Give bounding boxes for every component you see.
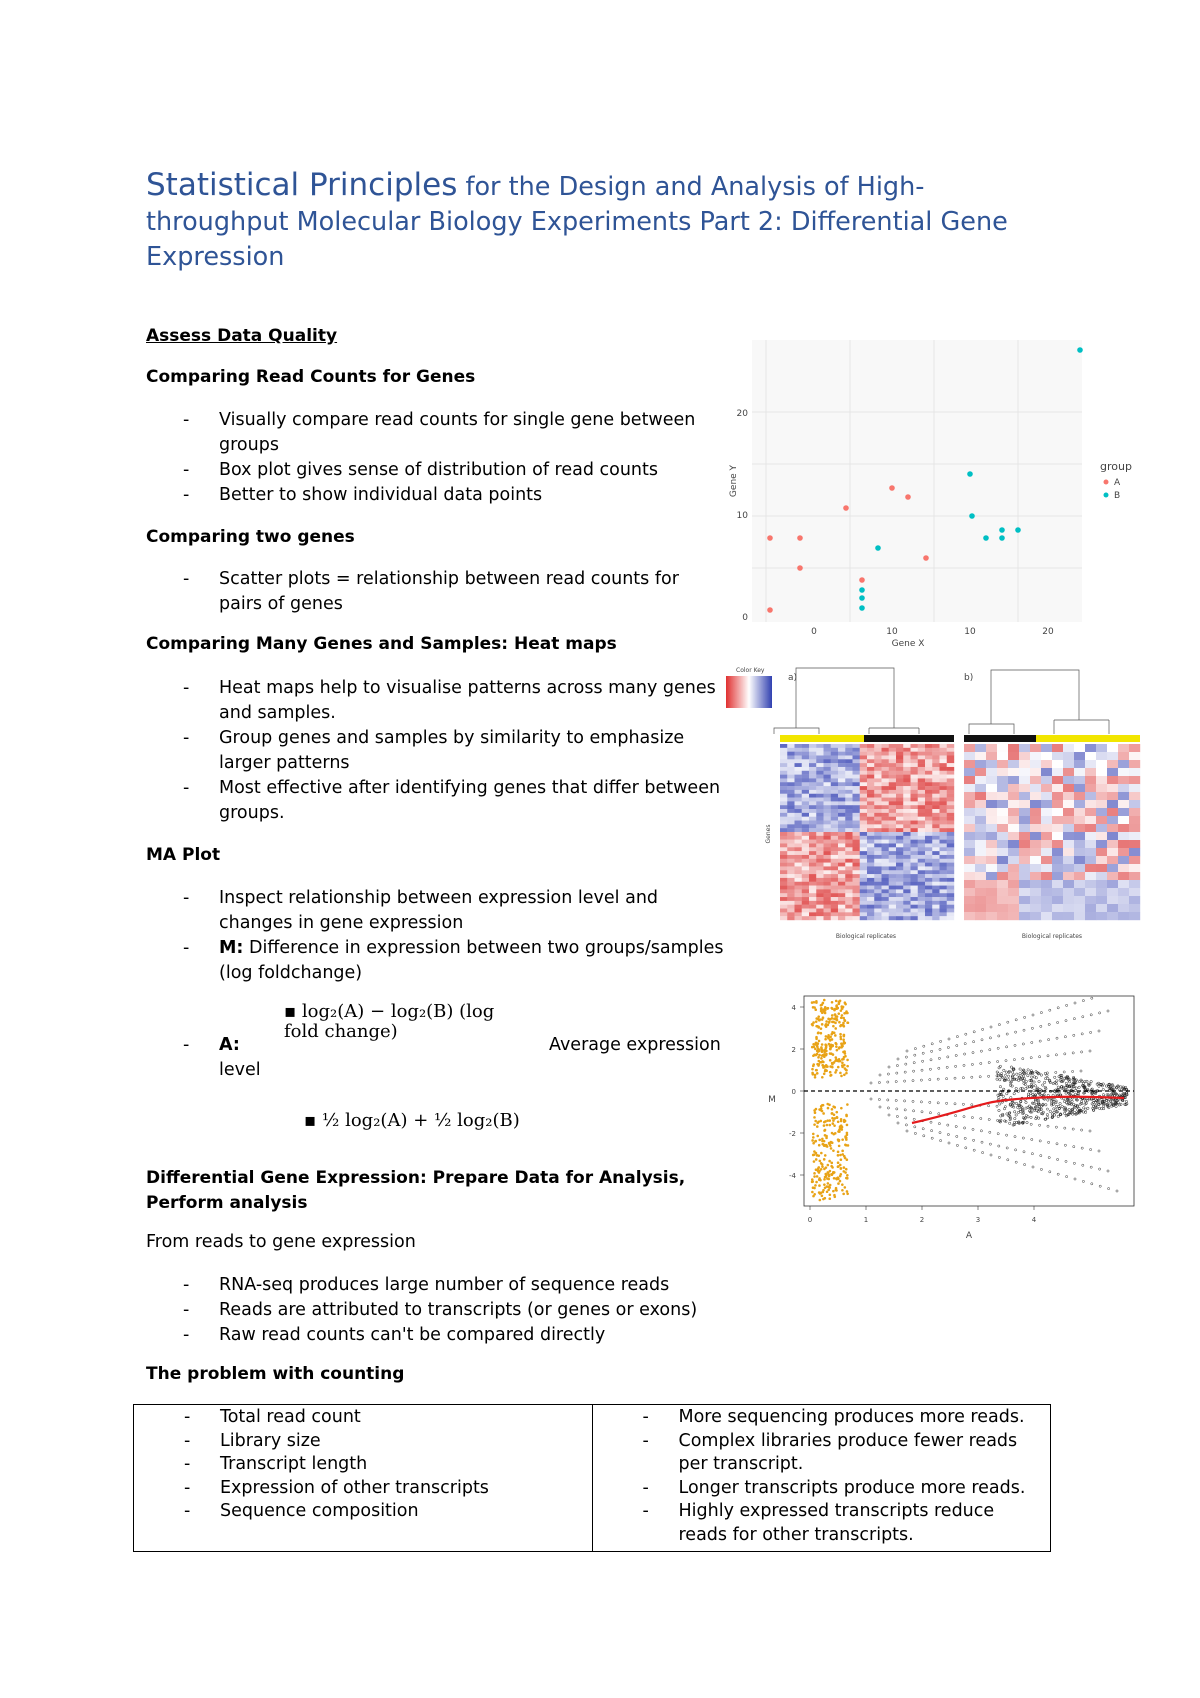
heatmap-y-label: Genes	[765, 824, 772, 844]
list-item: - More sequencing produces more reads.	[593, 1406, 1051, 1430]
scatter-point-a	[843, 505, 849, 511]
page-title	[146, 168, 1046, 275]
heading-heatmaps: Comparing Many Genes and Samples: Heat maps	[146, 634, 617, 654]
panel-a-label: a)	[788, 673, 798, 683]
scatter-point-b	[875, 545, 881, 551]
list-item: - Better to show individual data points	[146, 483, 724, 508]
section-heading-assess: Assess Data Quality	[146, 326, 338, 346]
list-item: - Sequence composition	[134, 1500, 592, 1524]
list-item: - Total read count	[134, 1406, 592, 1430]
scatter-point-a	[797, 535, 803, 541]
list-item: - Transcript length	[134, 1453, 592, 1477]
title-part2: for the Design and Analysis of High-throughput Molecular Biology Experiments Part 2: Differential Gene Expression	[146, 172, 1008, 272]
list-dge	[146, 1273, 724, 1348]
legend-swatch-b	[1104, 493, 1109, 498]
heatmap-panel-a	[780, 744, 954, 920]
table-cell-effects	[592, 1405, 1051, 1552]
legend-label-b: B	[1114, 491, 1121, 501]
ma-y-tick: 0	[791, 1088, 796, 1096]
scatter-point-a	[797, 565, 803, 571]
scatter-plot-figure	[722, 336, 1142, 652]
scatter-point-b	[859, 605, 865, 611]
ma-x-label: A	[965, 1231, 973, 1241]
color-key-label: Color Key	[736, 667, 765, 674]
scatter-point-a	[767, 535, 773, 541]
panel-b-label: b)	[964, 673, 974, 683]
heading-read-counts: Comparing Read Counts for Genes	[146, 367, 476, 387]
list-item: - Scatter plots = relationship between read counts for pairs of genes	[146, 567, 724, 617]
ma-x-tick: 3	[975, 1216, 981, 1224]
list-item: - Reads are attributed to transcripts (or genes or exons)	[146, 1298, 724, 1323]
heading-two-genes: Comparing two genes	[146, 527, 355, 547]
ma-y-tick: 2	[791, 1046, 796, 1054]
scatter-point-b	[1015, 527, 1021, 533]
scatter-point-b	[999, 535, 1005, 541]
list-item: - Longer transcripts produce more reads.	[593, 1477, 1051, 1501]
ma-y-tick: -2	[789, 1130, 796, 1138]
list-item: - RNA-seq produces large number of sequence reads	[146, 1273, 724, 1298]
list-item: - Visually compare read counts for single gene between groups	[146, 408, 724, 458]
ma-x-tick: 4	[1031, 1216, 1037, 1224]
list-item: - Heat maps help to visualise patterns across many genes and samples.	[146, 676, 724, 726]
dendrogram	[774, 668, 1109, 734]
scatter-y-label: Gene Y	[729, 464, 739, 498]
table-cell-factors	[134, 1405, 593, 1552]
formula-a: ▪ ½ log₂(A) + ½ log₂(B)	[304, 1110, 520, 1131]
list-item: - Highly expressed transcripts reduce reads for other transcripts.	[593, 1500, 1051, 1547]
list-read-counts	[146, 408, 724, 508]
ma-x-tick: 0	[807, 1216, 813, 1224]
list-item: - Most effective after identifying genes that differ between groups.	[146, 776, 724, 826]
legend-swatch-a	[1104, 480, 1109, 485]
scatter-point-a	[905, 494, 911, 500]
list-item: - Expression of other transcripts	[134, 1477, 592, 1501]
scatter-point-a	[923, 555, 929, 561]
heatmap-x-label-a: Biological replicates	[835, 933, 897, 940]
ma-y-label: M	[768, 1095, 776, 1105]
heading-dge: Differential Gene Expression: Prepare Data for Analysis, Perform analysis	[146, 1168, 686, 1213]
scatter-point-b	[999, 527, 1005, 533]
heading-ma-plot: MA Plot	[146, 845, 221, 865]
list-item: - Box plot gives sense of distribution of read counts	[146, 458, 724, 483]
scatter-y-tick: 10	[736, 511, 748, 521]
list-item	[146, 936, 724, 986]
scatter-x-tick: 0	[811, 627, 817, 637]
a-text: Average expression	[549, 1035, 721, 1055]
dge-subtitle: From reads to gene expression	[146, 1232, 416, 1252]
list-two-genes	[146, 567, 724, 617]
scatter-x-tick: 10	[964, 627, 976, 637]
heatmap-figure	[724, 664, 1144, 944]
list-item: - Group genes and samples by similarity to emphasize larger patterns	[146, 726, 724, 776]
list-ma	[146, 886, 724, 986]
scatter-point-b	[859, 595, 865, 601]
ma-y-tick: -4	[789, 1172, 796, 1180]
formula-m: ▪ log₂(A) − log₂(B) (log fold change)	[284, 1001, 495, 1042]
legend-label-a: A	[1114, 478, 1121, 488]
m-text: Difference in expression between two groups/samples (log foldchange)	[219, 938, 724, 983]
document-page: Statistical Principles for the Design and Analysis of High-throughput Molecular Biology Experiments Part 2: Differential Gene Expression Assess Data Quality Comparing Read Counts for Genes - Visually compare read counts for single gene between groups - Box plot gives sense of distribution of read counts - Better to show individual data points Comparing two genes - Scatter plots = relationship between read counts for pairs of genes Comparing Many Genes and Samples: Heat maps - Heat maps help to visualise patterns across many genes and samples. - Group genes and samples by similarity to emphasize larger patterns - Most effective after identifying genes that differ between groups. MA Plot - Inspect relationship between expression level and changes in gene expression - M: Difference in expression between two groups/samples (log foldchange) ▪ log₂(A) − log₂(B) (log fold change) - A: Average expression level ▪ ½ log₂(A) + ½ log₂(B) Differential Gene Expression: Prepare Data for Analysis, Perform analysis From reads to gene expression - RNA-seq produces large number of sequence reads - Reads are attributed to transcripts (or genes or exons) - Raw read counts can't be compared directly The problem with counting - Total read count - Library size - Transcript length - Expression of other transcripts - Sequence composition - More sequencing produces more reads. - Complex libraries produce fewer reads per transcript. - Longer transcripts produce more reads. - Highly expressed transcripts reduce reads for other transcripts. Gene X Gene Y 0 10 10 20 0 10 20 group A B Color Key a) b) Genes Biological replicates Biological replicates 0 1 2 3 4 4 2 0 -2 -4 A M	[0, 0, 1200, 1698]
a-text-level: level	[219, 1060, 261, 1080]
scatter-x-tick: 10	[886, 627, 898, 637]
list-item: - Raw read counts can't be compared directly	[146, 1323, 724, 1348]
scatter-point-b	[983, 535, 989, 541]
scatter-point-b	[969, 513, 975, 519]
scatter-point-a	[859, 577, 865, 583]
scatter-x-label: Gene X	[891, 639, 925, 649]
scatter-point-a	[889, 485, 895, 491]
ma-x-tick: 1	[863, 1216, 869, 1224]
scatter-point-b	[1077, 347, 1083, 353]
scatter-point-b	[967, 471, 973, 477]
heading-counting: The problem with counting	[146, 1364, 405, 1384]
color-key	[726, 676, 772, 708]
ma-y-tick: 4	[791, 1004, 796, 1012]
scatter-x-tick: 20	[1042, 627, 1054, 637]
scatter-y-tick: 0	[742, 613, 748, 623]
scatter-legend-title: group	[1100, 460, 1132, 473]
counting-problems-table	[133, 1404, 1051, 1552]
heatmap-x-label-b: Biological replicates	[1021, 933, 1083, 940]
scatter-point-b	[859, 587, 865, 593]
a-label: A:	[219, 1035, 240, 1055]
title-part1: Statistical Principles	[146, 167, 458, 203]
scatter-point-a	[767, 607, 773, 613]
heatmap-panel-b	[964, 744, 1140, 920]
ma-plot-figure	[762, 992, 1142, 1246]
list-item: - Complex libraries produce fewer reads per transcript.	[593, 1430, 1051, 1477]
ma-x-tick: 2	[919, 1216, 925, 1224]
list-item: - Inspect relationship between expression level and changes in gene expression	[146, 886, 724, 936]
list-heatmaps	[146, 676, 724, 826]
m-label: M:	[219, 938, 244, 958]
list-item: - Library size	[134, 1430, 592, 1454]
scatter-y-tick: 20	[736, 409, 748, 419]
